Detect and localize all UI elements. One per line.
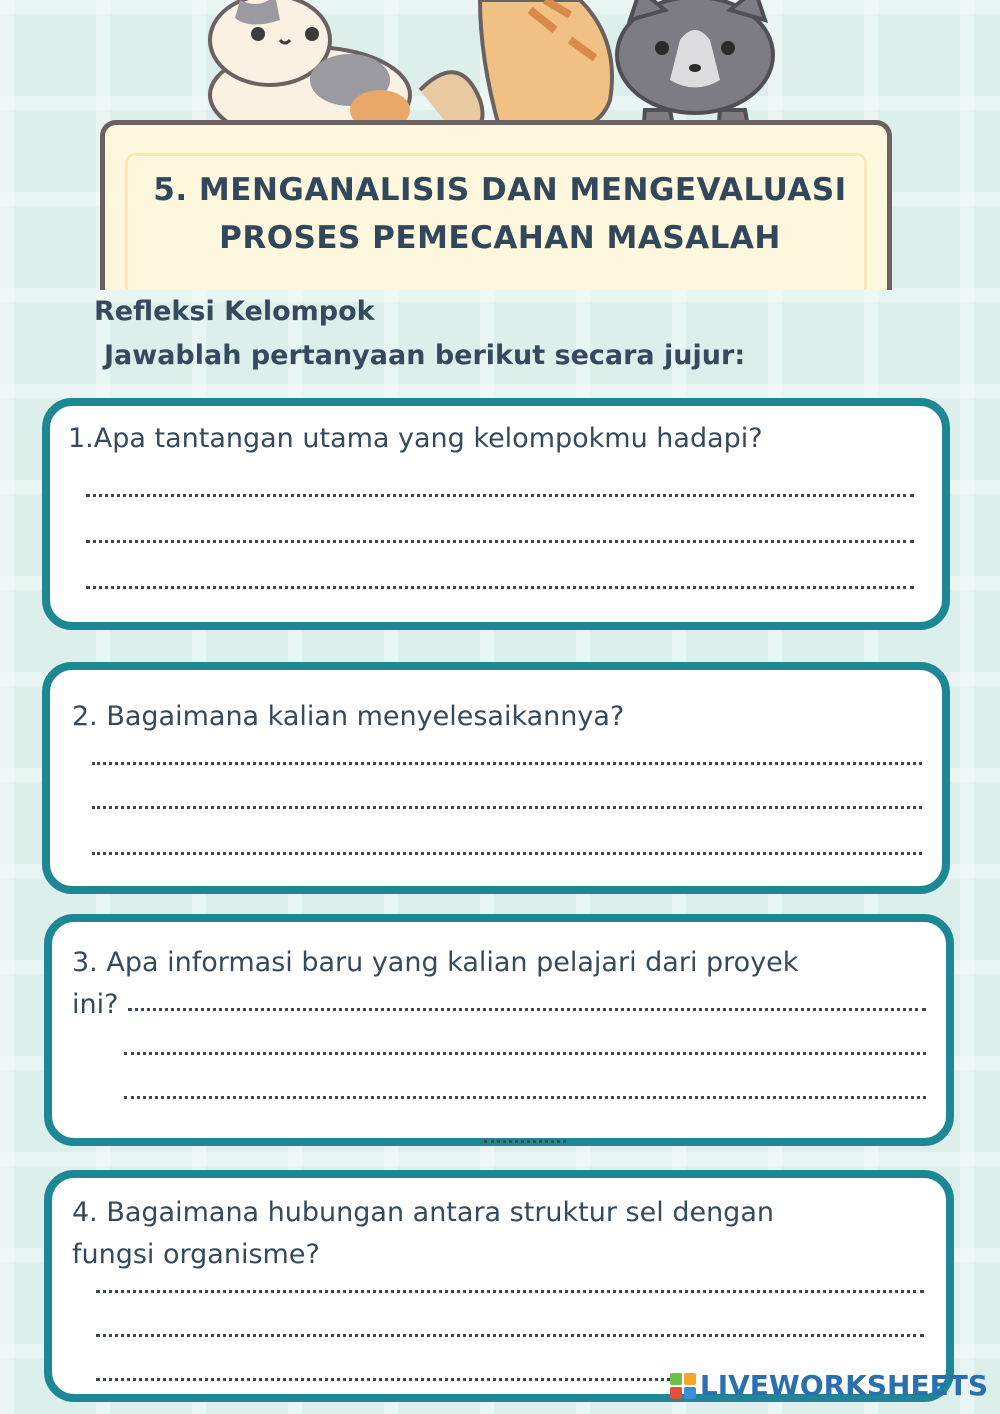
- page-title-line1: 5. MENGANALISIS DAN MENGEVALUASI: [153, 172, 847, 208]
- answer-line[interactable]: [92, 806, 922, 809]
- liveworksheets-watermark: [670, 1369, 988, 1402]
- answer-line[interactable]: [92, 852, 922, 855]
- answer-line[interactable]: [124, 1096, 926, 1099]
- answer-line-fragment: [484, 1140, 566, 1143]
- answer-line[interactable]: [96, 1334, 924, 1337]
- question-2-text: 2. Bagaimana kalian menyelesaikannya?: [72, 701, 625, 732]
- question-3-text-line1: 3. Apa informasi baru yang kalian pelajari dari proyek: [72, 947, 799, 978]
- question-4-text-line2: fungsi organisme?: [72, 1239, 320, 1270]
- answer-line[interactable]: [86, 494, 914, 497]
- question-3-text-line2: ini?: [72, 989, 119, 1020]
- liveworksheets-logo-icon: [670, 1373, 696, 1399]
- answer-line[interactable]: [96, 1378, 696, 1381]
- answer-line[interactable]: [92, 762, 922, 765]
- answer-line[interactable]: [128, 1008, 926, 1011]
- question-4-text-line1: 4. Bagaimana hubungan antara struktur sel dengan: [72, 1197, 774, 1228]
- answer-line[interactable]: [124, 1052, 926, 1055]
- answer-line[interactable]: [86, 540, 914, 543]
- section-title: Refleksi Kelompok: [94, 296, 375, 327]
- page-title-line2: PROSES PEMECAHAN MASALAH: [219, 220, 781, 256]
- question-1-text: 1.Apa tantangan utama yang kelompokmu hadapi?: [68, 423, 763, 454]
- watermark-text: LIVEWORKSHEETS: [699, 1369, 988, 1402]
- answer-line[interactable]: [86, 586, 914, 589]
- answer-line[interactable]: [96, 1290, 924, 1293]
- instruction-text: Jawablah pertanyaan berikut secara jujur:: [104, 340, 746, 371]
